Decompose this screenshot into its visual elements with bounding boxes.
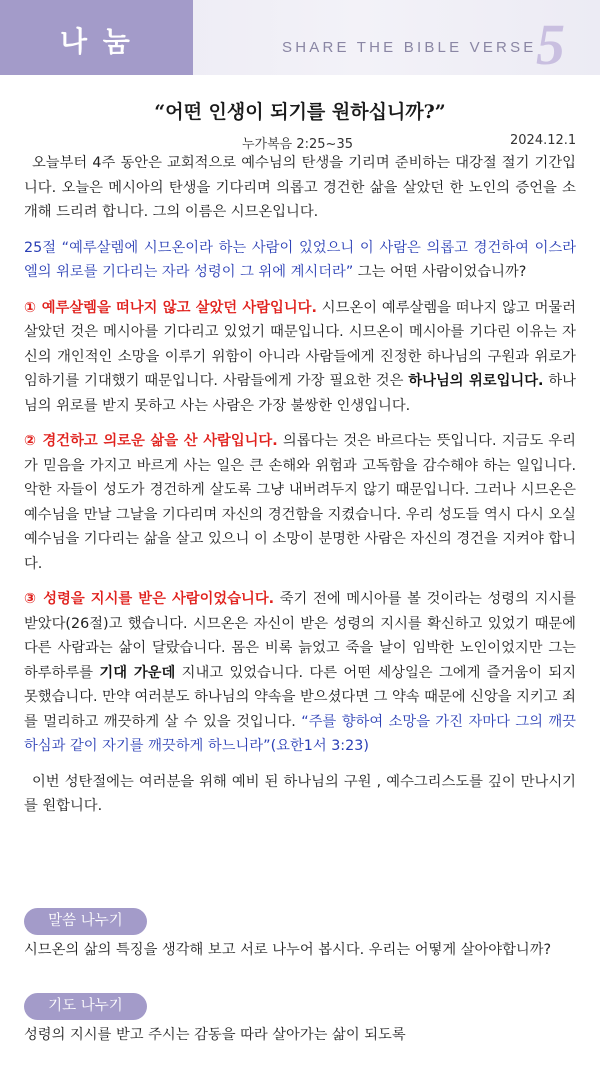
point-2-paragraph (24, 429, 576, 576)
intro-verse-paragraph (24, 236, 576, 285)
point-1-paragraph (24, 296, 576, 419)
intro-paragraph: 오늘부터 4주 동안은 교회적으로 예수님의 탄생을 기리며 준비하는 대강절 절기 기간입니다. 오늘은 메시아의 탄생을 기다리며 의롭고 경건한 삶을 살았던 한 노인의 증언을 소개해 드리려 합니다. 그의 이름은 시므온입니다. (24, 155, 576, 220)
sermon-body (24, 151, 576, 830)
share-prayer-text: 성령의 지시를 받고 주시는 감동을 따라 살아가는 삶이 되도록 (24, 1027, 406, 1043)
point-3-text-mid: 지내고 있었습니다. 다른 어떤 세상일은 그에게 즐거움이 되지 못했습니다. 만약 여러분도 하나님의 약속을 받으셨다면 그 약속 때문에 신앙을 지키고 죄를 멀리하고 깨끗하게 살 수 있을 것입니다. (24, 664, 576, 730)
point-3-text: 죽기 전에 메시아를 볼 것이라는 성령의 지시를 받았다(26절)고 했습니다. 시므온은 자신이 받은 성령의 지시를 확신하고 있었기 때문에 다른 사람과는 삶이 달랐습니다. 몸은 비록 늙었고 죽을 날이 임박한 노인이었지만 그는 하루하루를 (24, 591, 577, 681)
point-2-text: 의롭다는 것은 바르다는 뜻입니다. 지금도 우리가 믿음을 가지고 바르게 사는 일은 큰 손해와 위험과 고독함을 감수해야 하는 일입니다. 악한 자들이 성도가 경건하게 살도록 그냥 내버려두지 않기 때문입니다. 그러나 시므온은 예수님을 만날 그날을 기다리며 자신의 경건함을 지켰습니다. 우리 성도들 역시 다시 오실 예수님을 기다리는 삶을 살고 있으니 이 소망이 분명한 사람은 자신의 경건을 지켜야 합니다. (24, 433, 576, 572)
sermon-title: “어떤 인생이 되기를 원하십니까?” (154, 101, 446, 123)
point-3-heading: ③ 성령을 지시를 받은 사람이었습니다. (24, 591, 275, 607)
share-prayer-badge: 기도 나누기 (24, 993, 147, 1020)
share-word-badge: 말씀 나누기 (24, 908, 147, 935)
intro-verse: 25절 “예루살렘에 시므온이라 하는 사람이 있었으니 이 사람은 의롭고 경건하여 이스라엘의 위로를 기다리는 자라 성령이 그 위에 계시더라” (24, 239, 576, 280)
point-1-heading: ① 예루살렘을 떠나지 않고 살았던 사람입니다. (24, 299, 317, 316)
point-2-heading: ② 경건하고 의로운 삶을 산 사람입니다. (24, 433, 278, 449)
point-1-emphasis: 하나님의 위로입니다. (408, 373, 544, 389)
sermon-date: 2024.12.1 (510, 133, 577, 148)
point-3-emphasis: 기대 가운데 (99, 664, 176, 681)
header-banner (0, 0, 600, 75)
point-1-text: 시므온이 예루살렘을 떠나지 않고 머물러 살았던 것은 메시아를 기다리고 있었기 때문입니다. 시므온이 메시아를 기다린 이유는 자신의 개인적인 소망을 이루기 위함이 아니라 사람들에게 진정한 하나님의 구원과 위로가 임하기를 기대했기 때문입니다. 사람들에게 가장 필요한 것은 (24, 299, 577, 389)
header-number: 5 (536, 12, 565, 77)
share-word-text: 시므온의 삶의 특징을 생각해 보고 서로 나누어 봅시다. 우리는 어떻게 살아야합니까? (24, 942, 552, 958)
intro-question: 그는 어떤 사람이었습니까? (353, 264, 527, 280)
point-1-text-end: 하나님의 위로를 받지 못하고 사는 사람은 가장 불쌍한 인생입니다. (24, 373, 576, 414)
header-tab-label: 나 눔 (60, 25, 133, 58)
header-subtitle: SHARE THE BIBLE VERSE (282, 39, 537, 56)
scripture-reference: 누가복음 2:25~35 (242, 137, 353, 152)
point-3-paragraph (24, 587, 576, 759)
point-3-verse-reference: (요한1서 3:23) (270, 738, 369, 754)
header-tab (0, 0, 193, 75)
point-3-verse: “주를 향하여 소망을 가진 자마다 그의 깨끗하심과 같이 자기를 깨끗하게 하느니라” (24, 713, 576, 754)
closing-paragraph: 이번 성탄절에는 여러분을 위해 예비 된 하나님의 구원 , 예수그리스도를 깊이 만나시기를 원합니다. (24, 773, 576, 814)
